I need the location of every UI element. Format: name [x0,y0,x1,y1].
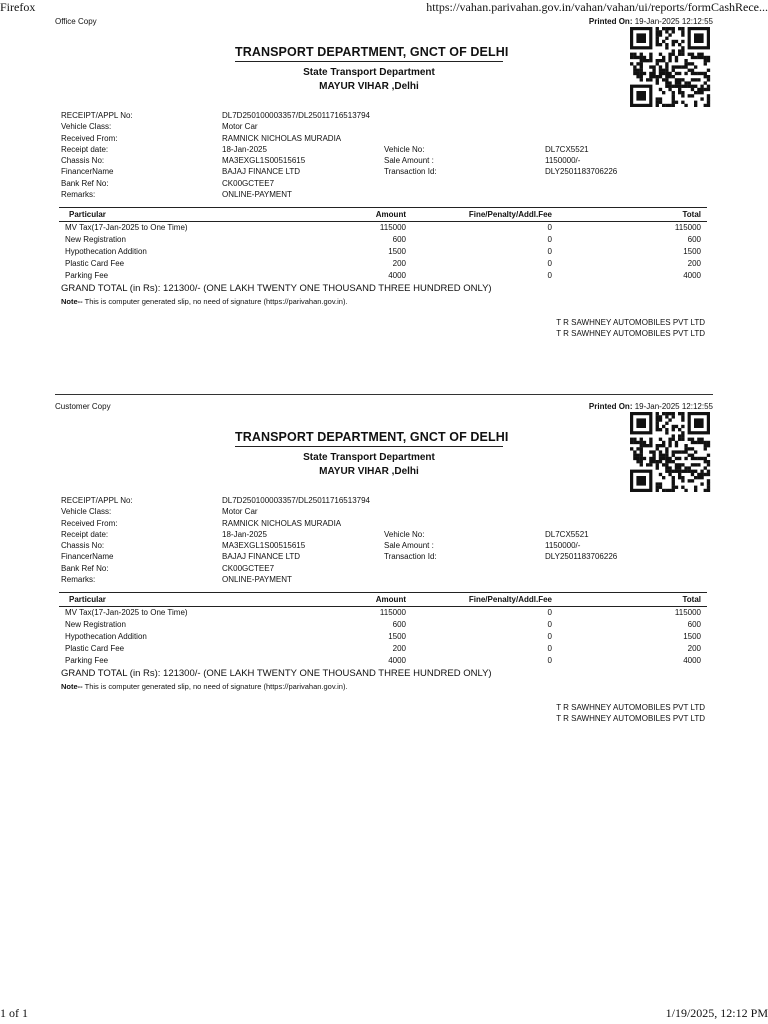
col-fine: Fine/Penalty/Addl.Fee [468,210,552,219]
copy-label: Office Copy [55,17,97,26]
print-datetime: 1/19/2025, 12:12 PM [665,1006,768,1020]
office-copy-receipt [55,17,715,387]
row-amount: 200 [392,259,406,268]
row-particular: MV Tax(17-Jan-2025 to One Time) [65,223,188,232]
vehicle-no-label: Vehicle No: [384,144,425,154]
row-total: 600 [687,620,701,629]
remarks-value: ONLINE-PAYMENT [222,190,292,200]
receipt-date-label: Receipt date: [61,529,109,539]
vehicle-class-value: Motor Car [222,122,258,132]
qr-code-icon [627,27,713,107]
page-count: 1 of 1 [0,1006,28,1020]
row-amount: 4000 [388,656,406,665]
office-location: MAYUR VIHAR ,Delhi [319,466,419,477]
table-header [59,207,707,222]
financer-value: BAJAJ FINANCE LTD [222,167,301,177]
office-location: MAYUR VIHAR ,Delhi [319,81,419,92]
table-row [59,258,707,270]
bank-ref-value: CK00GCTEE7 [222,178,275,188]
row-particular: Parking Fee [65,271,109,280]
vehicle-class-label: Vehicle Class: [61,507,112,517]
received-from-label: Received From: [61,518,118,528]
bank-ref-value: CK00GCTEE7 [222,563,275,573]
row-fine: 0 [547,247,552,256]
row-particular: New Registration [65,235,126,244]
table-header [59,592,707,607]
remarks-label: Remarks: [61,575,96,585]
row-amount: 600 [392,235,406,244]
sale-amount-label: Sale Amount : [384,156,434,166]
printed-on: Printed On: 19-Jan-2025 12:12:55 [588,402,713,411]
table-row [59,246,707,258]
remarks-value: ONLINE-PAYMENT [222,575,292,585]
chassis-no-label: Chassis No: [61,541,105,551]
row-total: 200 [687,644,701,653]
department-title: TRANSPORT DEPARTMENT, GNCT OF DELHI [235,430,509,444]
dealer-name: T R SAWHNEY AUTOMOBILES PVT LTD [556,318,705,327]
dealer-name: T R SAWHNEY AUTOMOBILES PVT LTD [556,329,705,338]
receipt-date-value: 18-Jan-2025 [222,144,267,154]
financer-value: BAJAJ FINANCE LTD [222,552,301,562]
financer-label: FinancerName [61,167,114,177]
receipt-details [61,110,711,200]
col-particular: Particular [69,595,106,604]
receipt-date-label: Receipt date: [61,144,109,154]
row-total: 115000 [674,223,701,232]
table-row [59,631,707,643]
vehicle-no-value: DL7CX5521 [545,144,589,154]
vehicle-no-label: Vehicle No: [384,529,425,539]
fee-table [59,592,707,667]
table-row [59,619,707,631]
sale-amount-value: 1150000/- [545,541,581,551]
qr-code-icon [627,412,713,492]
grand-total: GRAND TOTAL (in Rs): 121300/- (ONE LAKH TWENTY ONE THOUSAND THREE HUNDRED ONLY) [61,283,492,294]
dealer-name: T R SAWHNEY AUTOMOBILES PVT LTD [556,703,705,712]
row-fine: 0 [547,259,552,268]
received-from-label: Received From: [61,133,118,143]
row-fine: 0 [547,608,552,617]
sale-amount-label: Sale Amount : [384,541,434,551]
fee-table [59,207,707,282]
row-particular: Plastic Card Fee [65,259,125,268]
table-row [59,222,707,234]
received-from-value: RAMNICK NICHOLAS MURADIA [222,133,342,143]
received-from-value: RAMNICK NICHOLAS MURADIA [222,518,342,528]
vehicle-no-value: DL7CX5521 [545,529,589,539]
col-amount: Amount [375,210,406,219]
department-title: TRANSPORT DEPARTMENT, GNCT OF DELHI [235,45,509,59]
row-fine: 0 [547,656,552,665]
col-total: Total [682,210,701,219]
row-total: 600 [687,235,701,244]
transaction-id-label: Transaction Id: [384,167,437,177]
row-fine: 0 [547,271,552,280]
row-total: 4000 [683,656,701,665]
table-row [59,270,707,282]
browser-url: https://vahan.parivahan.gov.in/vahan/vahan/ui/reports/formCashRece... [426,0,768,14]
row-total: 115000 [674,608,701,617]
row-total: 4000 [683,271,701,280]
row-particular: Parking Fee [65,656,109,665]
col-amount: Amount [375,595,406,604]
bank-ref-label: Bank Ref No: [61,178,109,188]
table-row [59,643,707,655]
copy-separator [55,394,713,395]
dealer-name: T R SAWHNEY AUTOMOBILES PVT LTD [556,714,705,723]
col-particular: Particular [69,210,106,219]
department-subtitle: State Transport Department [303,452,435,463]
copy-label: Customer Copy [55,402,111,411]
transaction-id-value: DLY2501183706226 [545,552,618,562]
row-fine: 0 [547,620,552,629]
title-underline [235,446,503,447]
row-fine: 0 [547,235,552,244]
row-particular: Hypothecation Addition [65,247,147,256]
row-fine: 0 [547,223,552,232]
financer-label: FinancerName [61,552,114,562]
vehicle-class-value: Motor Car [222,507,258,517]
row-amount: 115000 [379,223,406,232]
vehicle-class-label: Vehicle Class: [61,122,112,132]
receipt-no-label: RECEIPT/APPL No: [61,111,133,120]
note: Note-- This is computer generated slip, no need of signature (https://parivahan.gov.in). [61,682,348,691]
chassis-no-value: MA3EXGL1S00515615 [222,156,306,166]
row-amount: 4000 [388,271,406,280]
table-row [59,655,707,667]
remarks-label: Remarks: [61,190,96,200]
receipt-no-value: DL7D250100003357/DL25011716513794 [222,496,370,505]
grand-total: GRAND TOTAL (in Rs): 121300/- (ONE LAKH TWENTY ONE THOUSAND THREE HUNDRED ONLY) [61,668,492,679]
row-particular: MV Tax(17-Jan-2025 to One Time) [65,608,188,617]
row-particular: Hypothecation Addition [65,632,147,641]
title-underline [235,61,503,62]
row-amount: 600 [392,620,406,629]
row-total: 1500 [683,632,701,641]
row-total: 1500 [683,247,701,256]
row-particular: New Registration [65,620,126,629]
row-fine: 0 [547,632,552,641]
browser-app-name: Firefox [0,0,36,14]
receipt-details [61,495,711,585]
row-amount: 200 [392,644,406,653]
receipt-no-value: DL7D250100003357/DL25011716513794 [222,111,370,120]
receipt-date-value: 18-Jan-2025 [222,529,267,539]
note: Note-- This is computer generated slip, no need of signature (https://parivahan.gov.in). [61,297,348,306]
row-particular: Plastic Card Fee [65,644,125,653]
receipt-no-label: RECEIPT/APPL No: [61,496,133,505]
transaction-id-label: Transaction Id: [384,552,437,562]
printed-on: Printed On: 19-Jan-2025 12:12:55 [588,17,713,26]
row-fine: 0 [547,644,552,653]
row-total: 200 [687,259,701,268]
customer-copy-receipt [55,402,715,772]
department-subtitle: State Transport Department [303,67,435,78]
row-amount: 115000 [379,608,406,617]
row-amount: 1500 [388,632,406,641]
table-row [59,234,707,246]
table-row [59,607,707,619]
col-total: Total [682,595,701,604]
chassis-no-label: Chassis No: [61,156,105,166]
row-amount: 1500 [388,247,406,256]
transaction-id-value: DLY2501183706226 [545,167,618,177]
bank-ref-label: Bank Ref No: [61,563,109,573]
chassis-no-value: MA3EXGL1S00515615 [222,541,306,551]
col-fine: Fine/Penalty/Addl.Fee [468,595,552,604]
sale-amount-value: 1150000/- [545,156,581,166]
